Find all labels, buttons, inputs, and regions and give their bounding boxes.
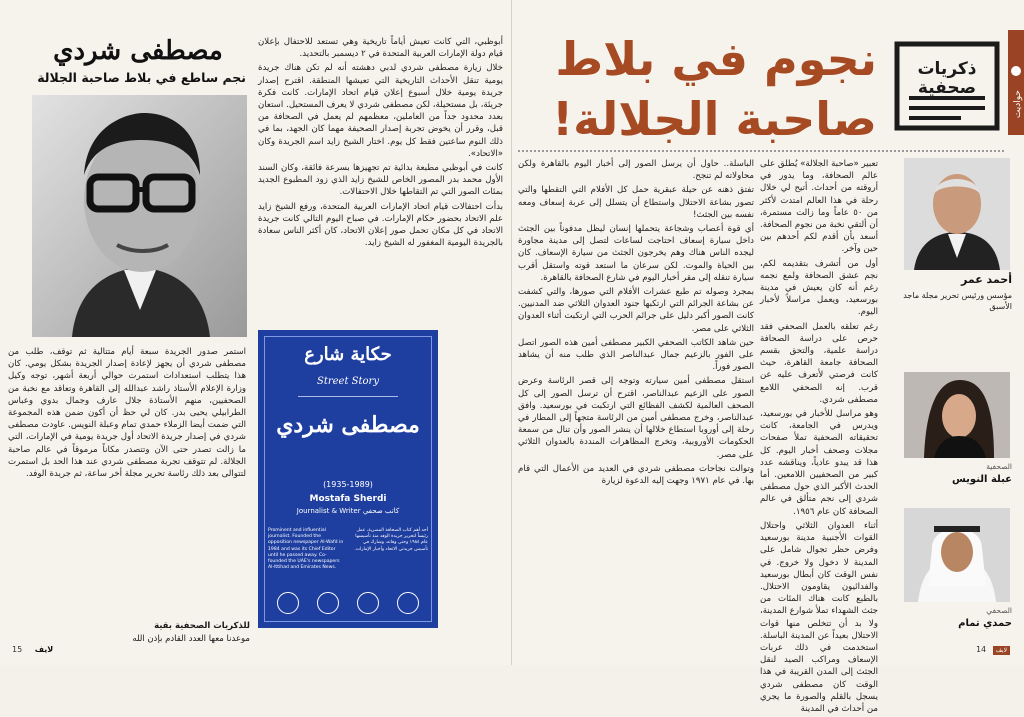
paragraph: بمجرد وصوله تم طبع عشرات الأفلام التي صورها، والتي كشفت عن بشاعة الجرائم التي ارتكبها جنود العدوان الثلاثي ضد المدنيين. كانت الصور أكبر دليل على جرائم الحرب التي ارتكبت أثناء العدوان الثلاثي على مصر.: [518, 287, 754, 334]
emblem-icon: [397, 592, 419, 614]
headline-line-1: نجوم في بلاط: [555, 32, 877, 86]
page-number: 15: [12, 645, 23, 654]
left-page: [0, 0, 512, 665]
right-footer: [976, 645, 1010, 655]
paragraph: خلال زيارة مصطفى شردي لدبي دهشته أنه لم تكن هناك جريدة يومية تنقل الأحداث التاريخية التي تعيشها المنطقة. اقترح إصدار جريدة يومية خلال أسبوع إعلان قيام اتحاد الإمارات. كانت فكرة جريئة، بل مستحيلة، لكن مصطفى شردي لا يعرف المستحيل. استعان بعدد محدود جداً من العاملين، معظمهم لم يعمل في الصحافة من قبل، وقرر أن يخوض تجربة إصدار الصحيفة مهما كان الجهد، بما في ذلك النوم ساعتين فقط كل يوم. اختار الشيخ زايد اسم الجريدة وكان «الاتحاد».: [258, 63, 503, 159]
cover-name-en: Mostafa Sherdi: [309, 494, 387, 504]
paragraph: استقل مصطفى أمين سيارته وتوجه إلى قصر الرئاسة وعرض الصور على الزعيم عبدالناصر، اقترح أن ترسل الصور إلى كل الصحف العالمية لكشف الفظائع التي ارتكبت في بورسعيد. وافق عبدالناصر، وخرج مصطفى أمين من الرئاسة متجهاً إلى المطار في رحلة إلى أوروبا استطاع خلالها أن ينشر الصور وأن تنال من سمعة الحكومات الأوروبية، وتخرج المظاهرات المنددة بالعدوان الثلاثي على مصر.: [518, 376, 754, 460]
paragraph: الباسلة.. حاول أن يرسل الصور إلى أخبار اليوم بالقاهرة ولكن محاولاته لم تنجح.: [518, 159, 754, 182]
person3-photo: [904, 508, 1010, 602]
cover-role: Journalist & Writer كاتب صحفي: [296, 507, 400, 515]
paragraph: وتوالت نجاحات مصطفى شردي في العديد من الأعمال التي قام بها. في عام ١٩٧١ وجهت إليه الدعوة لزيارة: [518, 463, 754, 487]
person2-photo: [904, 372, 1010, 458]
section-logo-text: ذكريات صحفية: [917, 59, 977, 98]
brand-badge: لايف: [993, 646, 1010, 655]
profile-name: مصطفى شردي: [53, 36, 223, 66]
cover-title-ar: حكاية شارع: [304, 344, 392, 365]
magazine-name: لايف: [34, 645, 54, 654]
continued-line: للذكريات الصحفية بقية: [154, 621, 250, 631]
book-cover: [258, 330, 438, 628]
profile-subtitle: نجم ساطع في بلاط صاحبة الجلالة: [37, 70, 246, 85]
emblem-icon: [357, 592, 379, 614]
paragraph: رغم تعلقه بالعمل الصحفي فقد حرص على دراسة الصحافة دراسة علمية، والتحق بقسم الصحافة جامعة القاهرة، حيث كانت فرصتي لأتعرف عليه عن قرب. إنه الصحفي اللامع مصطفى شردي.: [760, 321, 878, 405]
cover-divider: [298, 396, 398, 397]
paragraph: تعبير «صاحبة الجلالة» يُطلق على عالم الصحافة، وما يدور في أروقته من أحداث. أتيح لي خلال رحلة في هذا العالم امتدت لأكثر من ٥٠ عاماً وما زالت مستمرة، أن ألتقي نخبة من نجوم الصحافة. أسعد بأن أقدم لكم أحدهم بين حين وآخر.: [760, 159, 878, 255]
person2-label: الصحفية: [986, 462, 1012, 471]
cover-blurb-en: Prominent and influential journalist. Founded the opposition newspaper Al-Wafd in 1984 and was its Chief Editor until he passed away. Co-founded the UAE's newspapers Al-Ittihad and Emirates News.: [268, 528, 344, 571]
left-footer: [12, 645, 53, 654]
cover-title-en: Street Story: [316, 376, 379, 387]
emblem-icon: [317, 592, 339, 614]
paragraph: حين شاهد الكاتب الصحفي الكبير مصطفى أمين هذه الصور اتصل على الفور بالزعيم جمال عبدالناصر الذي طلب منه أن يشاهد الصور فوراً.: [518, 337, 754, 373]
person3-name: حمدي تمام: [958, 618, 1012, 629]
person3-label: الصحفي: [986, 606, 1012, 615]
paragraph: وهو مراسل للأخبار في بورسعيد، ويدرس في الجامعة، كانت تحقيقاته الصحفية تملأ صفحات مجلات وصحف أخبار اليوم. كل هذا قد يبدو عادياً، ويناقشه عدد كبير من الصحفيين اللامعين. أما الحدث الأكبر الذي حول مصطفى شردي إلى نجم متألق في عالم الصحافة كان عام ١٩٥٦.: [760, 409, 878, 517]
author-name: أحمد عمر: [961, 273, 1012, 286]
paragraph: أثناء العدوان الثلاثي واحتلال القوات الأجنبية مدينة بورسعيد وفرض حظر تجوال شامل على المدينة لا دخول ولا خروج. في نفس الوقت كان أبطال بورسعيد والفدائيون يقاومون الاحتلال. بالطبع كانت هناك المئات من جثث الشهداء تملأ شوارع المدينة، ولا بد أن تتخلص منها قوات الاحتلال بعيداً عن المدينة الباسلة. استخدمت في ذلك عربات الإسعاف ومراكب الصيد لنقل الجثث إلى المدن القريبة في هذا الوقت كان مصطفى شردي يسجل بالقلم والصورة ما يجري من أحداث في المدينة: [760, 520, 878, 714]
continued-note: [80, 620, 250, 646]
right-column-d: [518, 158, 754, 489]
author-photo: [904, 158, 1010, 270]
paragraph: تفتق ذهنه عن حيلة عبقرية حمل كل الأفلام التي التقطها والتي تصور بشاعة الاحتلال واستطاع أن يتسلل إلى عربة إسعاف ومعه نفسه بين الجثث!: [518, 185, 754, 220]
cover-logos: [268, 592, 428, 614]
right-column-c: [760, 158, 878, 717]
paragraph: كانت في أبوظبي مطبعة بدائية تم تجهيزها بسرعة فائقة، وكان السند الأول محمد بدر المصور الخاص للشيخ زايد الذي زود المطبوع الجديد بمئات الصور التي تم التقاطها خلال الاحتفالات.: [258, 163, 503, 198]
section-logo: [889, 38, 1005, 134]
cover-years: (1935-1989): [323, 480, 373, 489]
section-tab: [1008, 30, 1024, 135]
paragraph: بدأت احتفالات قيام اتحاد الإمارات العربية المتحدة، ورفع الشيخ زايد علم الاتحاد بحضور حكام الإمارات. في صباح اليوم التالي كانت جريدة الاتحاد في كل مكان تحمل صور إعلان الاتحاد، كان أكثر الناس سعادة بالجريدة اليومية المغفور له الشيخ زايد.: [258, 201, 503, 249]
right-page: [512, 0, 1024, 714]
continued-line: موعدنا معها العدد القادم بإذن الله: [132, 633, 250, 644]
paragraph: أبوظبي، التي كانت تعيش أياماً تاريخية وهي تستعد للاحتفال بإعلان قيام دولة الإمارات العربية المتحدة في ٢ ديسمبر بالتحديد.: [258, 37, 503, 60]
paragraph: أول من أتشرف بتقديمه لكم، نجم عشق الصحافة ولمع نجمه رغم أنه كان يعيش في مدينة بورسعيد، ويعمل مراسلاً لأخبار اليوم.: [760, 258, 878, 318]
left-column-a: [258, 36, 503, 251]
cover-blurb-ar: أحد أهم كتاب الصحافة المصرية، عمل رئيساً لتحرير جريدة الوفد منذ تأسيسها عام ١٩٨٤ وحتى وفاته، وشارك في تأسيس جريدتي الاتحاد وأخبار الإمارات.: [354, 528, 428, 552]
emblem-icon: [277, 592, 299, 614]
page-number: 14: [975, 645, 987, 654]
portrait-photo: [32, 95, 247, 337]
dotted-divider: [518, 150, 1004, 152]
paragraph: استمر صدور الجريدة سبعة أيام متتالية ثم توقف، طلب من مصطفى شردي أن يجهز لإعادة إصدار الجريدة بشكل يومي. كان هذا يتطلب استعدادات استمرت حوالي أربعة أشهر، توجه وكيل وزارة الإعلام الأستاذ راشد عبدالله إلى القاهرة وتعاقد مع نخبة من الصحفيين، منهم الأستاذة جلال عارف وجمال بدوي وعباس الطرابيلي يحيى بدر. كان لي حظ أن أكون ضمن هذه المجموعة التي ضمت أيضا الزملاء حمدي تمام وعبلة النويس. عاودت مصطفى شردي في إصدار جريدة الاتحاد أول جريدة يومية في الإمارات، التي ما زالت تصدر حتى الآن وتتصدر مكاناً مرموقاً في عالم صاحبة الجلالة. لم تتوقف تجربة مصطفى شردي عند هذا الحد بل استمرت لتتوالى بعد ذلك رئاسة تحرير مجلة أخر ساعة، ثم جريدة الوفد.: [8, 347, 246, 480]
cover-name-ar: مصطفى شردي: [276, 412, 420, 438]
person2-name: عبلة النويس: [952, 474, 1012, 485]
headline-line-2: صاحبة الجلالة!: [552, 92, 877, 146]
tab-dot-icon: [1011, 66, 1021, 76]
section-tab-label: حواديت: [1013, 90, 1023, 119]
paragraph: أي قوة أعصاب وشجاعة يتحملها إنسان ليظل مدفوناً بين الجثث داخل سيارة إسعاف احتاجت لساعات لتصل إلى مدينة مجاورة ليجده الناس هناك وهم يخرجون الجثث من سيارة الإسعاف. كان بين الحياة والموت. لكن سرعان ما استعد قوته واستقل أقرب سيارة تنقله إلى مقر أخبار اليوم في شارع الصحافة بالقاهرة.: [518, 224, 754, 283]
author-role: مؤسس ورئيس تحرير مجلة ماجد الأسبق: [903, 291, 1012, 312]
left-column-b: [8, 346, 246, 482]
